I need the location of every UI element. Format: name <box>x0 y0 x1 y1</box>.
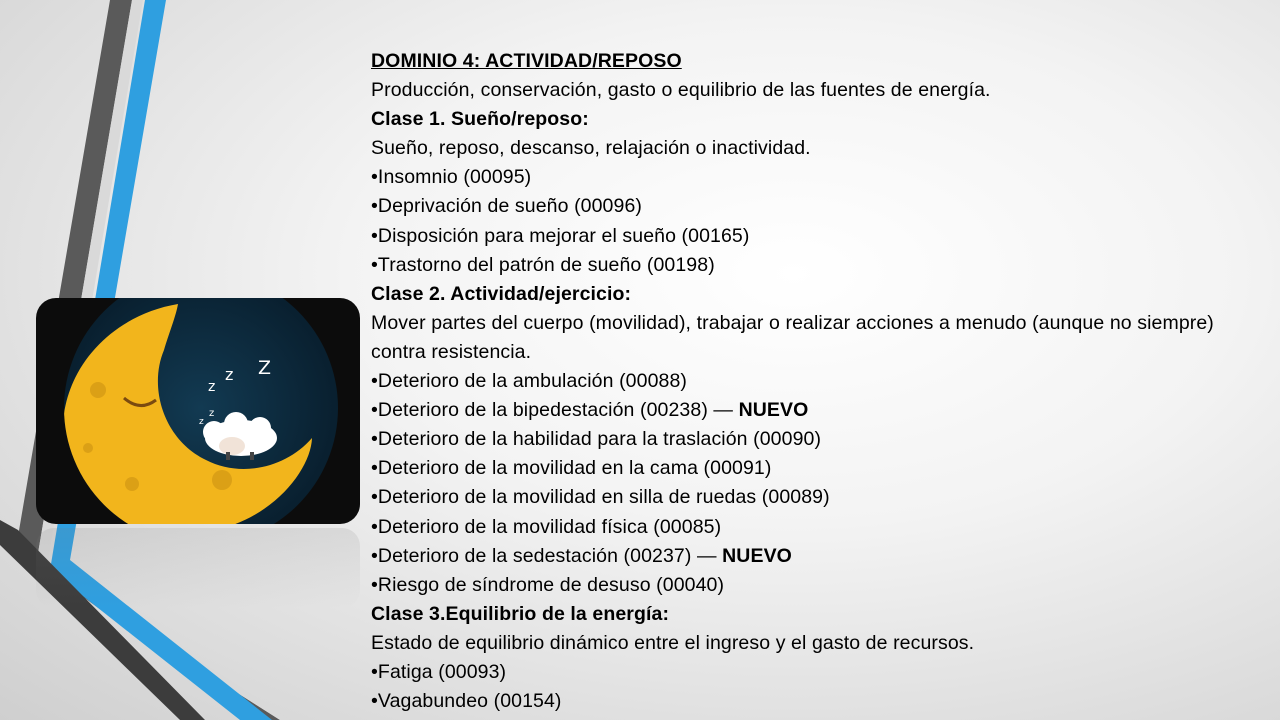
sleeping-moon-illustration <box>36 298 360 524</box>
sleep-letter: z <box>199 417 204 427</box>
list-item: •Deprivación de sueño (00096) <box>371 195 642 218</box>
slide-content <box>371 47 1271 716</box>
list-item: •Riesgo de síndrome de desuso (00040) <box>371 573 725 596</box>
list-item: •Insomnio (00095) <box>371 166 532 189</box>
class-description: Estado de equilibrio dinámico entre el ingreso y el gasto de recursos. <box>371 631 975 654</box>
class-heading: Clase 2. Actividad/ejercicio: <box>371 282 632 305</box>
list-item: •Deterioro de la bipedestación (00238) — NUEVO <box>371 399 809 422</box>
illustration-reflection <box>36 528 360 608</box>
list-item: •Disposición para mejorar el sueño (00165) <box>371 224 750 247</box>
class-description: Sueño, reposo, descanso, relajación o inactividad. <box>371 137 811 160</box>
class-heading: Clase 1. Sueño/reposo: <box>371 108 589 131</box>
list-item: •Trastorno del patrón de sueño (00198) <box>371 253 715 276</box>
sleep-letter: z <box>208 379 216 395</box>
list-item: •Deterioro de la movilidad en silla de ruedas (00089) <box>371 486 830 509</box>
list-item: •Deterioro de la habilidad para la traslación (00090) <box>371 428 822 451</box>
domain-definition: Producción, conservación, gasto o equilibrio de las fuentes de energía. <box>371 79 991 102</box>
list-item: •Deterioro de la ambulación (00088) <box>371 370 688 393</box>
list-item: •Deterioro de la movilidad en la cama (00091) <box>371 457 772 480</box>
new-badge: NUEVO <box>738 399 809 422</box>
sleep-letter: Z <box>258 357 272 379</box>
list-item: •Vagabundeo (00154) <box>371 690 562 713</box>
list-item: •Deterioro de la sedestación (00237) — NUEVO <box>371 544 792 567</box>
domain-title: DOMINIO 4: ACTIVIDAD/REPOSO <box>371 50 682 72</box>
sleep-letter: z <box>209 408 215 419</box>
class-description: Mover partes del cuerpo (movilidad), trabajar o realizar acciones a menudo (aunque no siempre) contra resistencia. <box>371 311 1214 363</box>
list-item: •Deterioro de la movilidad física (00085) <box>371 515 722 538</box>
new-badge: NUEVO <box>722 544 792 567</box>
list-item: •Fatiga (00093) <box>371 660 507 683</box>
sleep-letter: z <box>225 365 234 384</box>
class-heading: Clase 3.Equilibrio de la energía: <box>371 602 670 625</box>
